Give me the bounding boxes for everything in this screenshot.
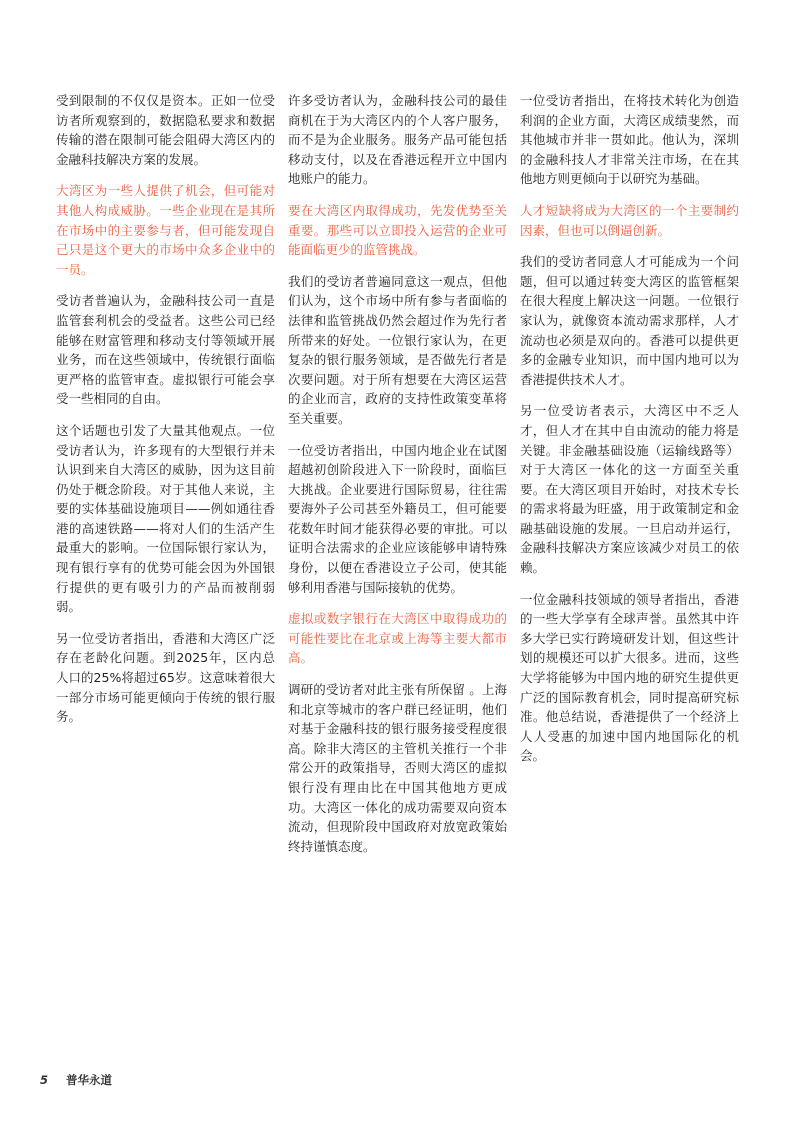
paragraph: 一位受访者指出，在将技术转化为创造利润的企业方面，大湾区成绩斐然，而其他城市并非一贯如此。他认为，深圳的金融科技人才非常关注市场，在在其他地方则更倾向于以研究为基础。 (520, 93, 739, 187)
paragraph: 这个话题也引发了大量其他观点。一位受访者认为，许多现有的大型银行并未认识到来自大湾区的威胁，因为这目前仍处于概念阶段。对于其他人来说，主要的实体基础设施项目——例如通往香港的高速铁路——将对人们的生活产生最重大的影响。一位国际银行家认为，现有银行享有的优势可能会因为外国银行提供的更有吸引力的产品而被削弱弱。 (56, 422, 275, 615)
column-1 (56, 91, 275, 739)
paragraph: 许多受访者认为，金融科技公司的最佳商机在于为大湾区内的个人客户服务，而不是为企业服务。服务产品可能包括移动支付，以及在香港远程开立中国内地账户的能力。 (288, 93, 507, 187)
paragraph: 受到限制的不仅仅是资本。正如一位受访者所观察到的，数据隐私要求和数据传输的潜在限制可能会阻碍大湾区内的金融科技解决方案的发展。 (56, 93, 275, 167)
page-number: 5 (40, 1073, 49, 1087)
paragraph: 一位受访者指出，中国内地企业在试图超越初创阶段进入下一阶段时，面临巨大挑战。企业要进行国际贸易，往往需要海外子公司甚至外籍员工，但可能要花数年时间才能获得必要的审批。可以证明合法需求的企业应该能够申请特殊身份，以便在香港设立子公司，使其能够利用香港与国际接轨的优势。 (288, 442, 507, 595)
highlight-paragraph: 虚拟或数字银行在大湾区中取得成功的可能性要比在北京或上海等主要大都市高。 (288, 611, 507, 666)
highlight-paragraph: 人才短缺将成为大湾区的一个主要制约因素，但也可以倒逼创新。 (520, 202, 739, 238)
paragraph: 我们的受访者普遍同意这一观点，但他们认为，这个市场中所有参与者面临的法律和监管挑战仍然会超过作为先行者所带来的好处。一位银行家认为，在更复杂的银行服务领域，是否做先行者是次要问题。对于所有想要在大湾区运营的企业而言，政府的支持性政策变革将至关重要。 (288, 273, 507, 426)
paragraph: 一位金融科技领域的领导者指出，香港的一些大学享有全球声誉。虽然其中许多大学已实行跨境研发计划，但这些计划的规模还可以扩大很多。进而，这些大学将能够为中国内地的研究生提供更广泛的国际教育机会，同时提高研究标准。他总结说，香港提供了一个经济上人人受惠的加速中国内地国际化的机会。 (520, 591, 739, 764)
highlight-paragraph: 大湾区为一些人提供了机会，但可能对其他人构成威胁。一些企业现在是其所在市场中的主要参与者，但可能发现自己只是这个更大的市场中众多企业中的一员。 (56, 183, 275, 277)
paragraph: 另一位受访者指出，香港和大湾区广泛存在老龄化问题。到2025年，区内总人口的25%将超过65岁。这意味着很大一部分市场可能更倾向于传统的银行服务。 (56, 630, 275, 725)
paragraph: 另一位受访者表示，大湾区中不乏人才，但人才在其中自由流动的能力将是关键。非金融基础设施（运输线路等）对于大湾区一体化的这一方面至关重要。在大湾区项目开始时，对技术专长的需求将最为旺盛，用于政策制定和金融基础设施的发展。一旦启动并运行，金融科技解决方案应该减少对员工的依赖。 (520, 403, 739, 576)
page-footer (40, 1072, 112, 1088)
paragraph: 调研的受访者对此主张有所保留 。上海和北京等城市的客户群已经证明，他们对基于金融科技的银行服务接受程度很高。除非大湾区的主管机关推行一个非常公开的政策指导，否则大湾区的虚拟银行没有理由比在中国其他地方更成功。大湾区一体化的成功需要双向资本流动，但现阶段中国政府对放宽政策始终持谨慎态度。 (288, 682, 507, 854)
column-2 (288, 91, 507, 868)
column-3 (520, 91, 739, 778)
paragraph: 我们的受访者同意人才可能成为一个问题，但可以通过转变大湾区的监管框架在很大程度上解决这一问题。一位银行家认为，就像资本流动需求那样，人才流动也必须是双向的。香港可以提供更多的金融专业知识，而中国内地可以为香港提供技术人才。 (520, 254, 739, 387)
footer-brand: 普华永道 (66, 1073, 112, 1087)
paragraph: 受访者普遍认为，金融科技公司一直是监管套利机会的受益者。这些公司已经能够在财富管理和移动支付等领域开展业务，而在这些领域中，传统银行面临更严格的监管审查。虚拟银行可能会享受一些相同的自由。 (56, 293, 275, 407)
highlight-paragraph: 要在大湾区内取得成功，先发优势至关重要。那些可以立即投入运营的企业可能面临更少的监管挑战。 (288, 202, 507, 258)
